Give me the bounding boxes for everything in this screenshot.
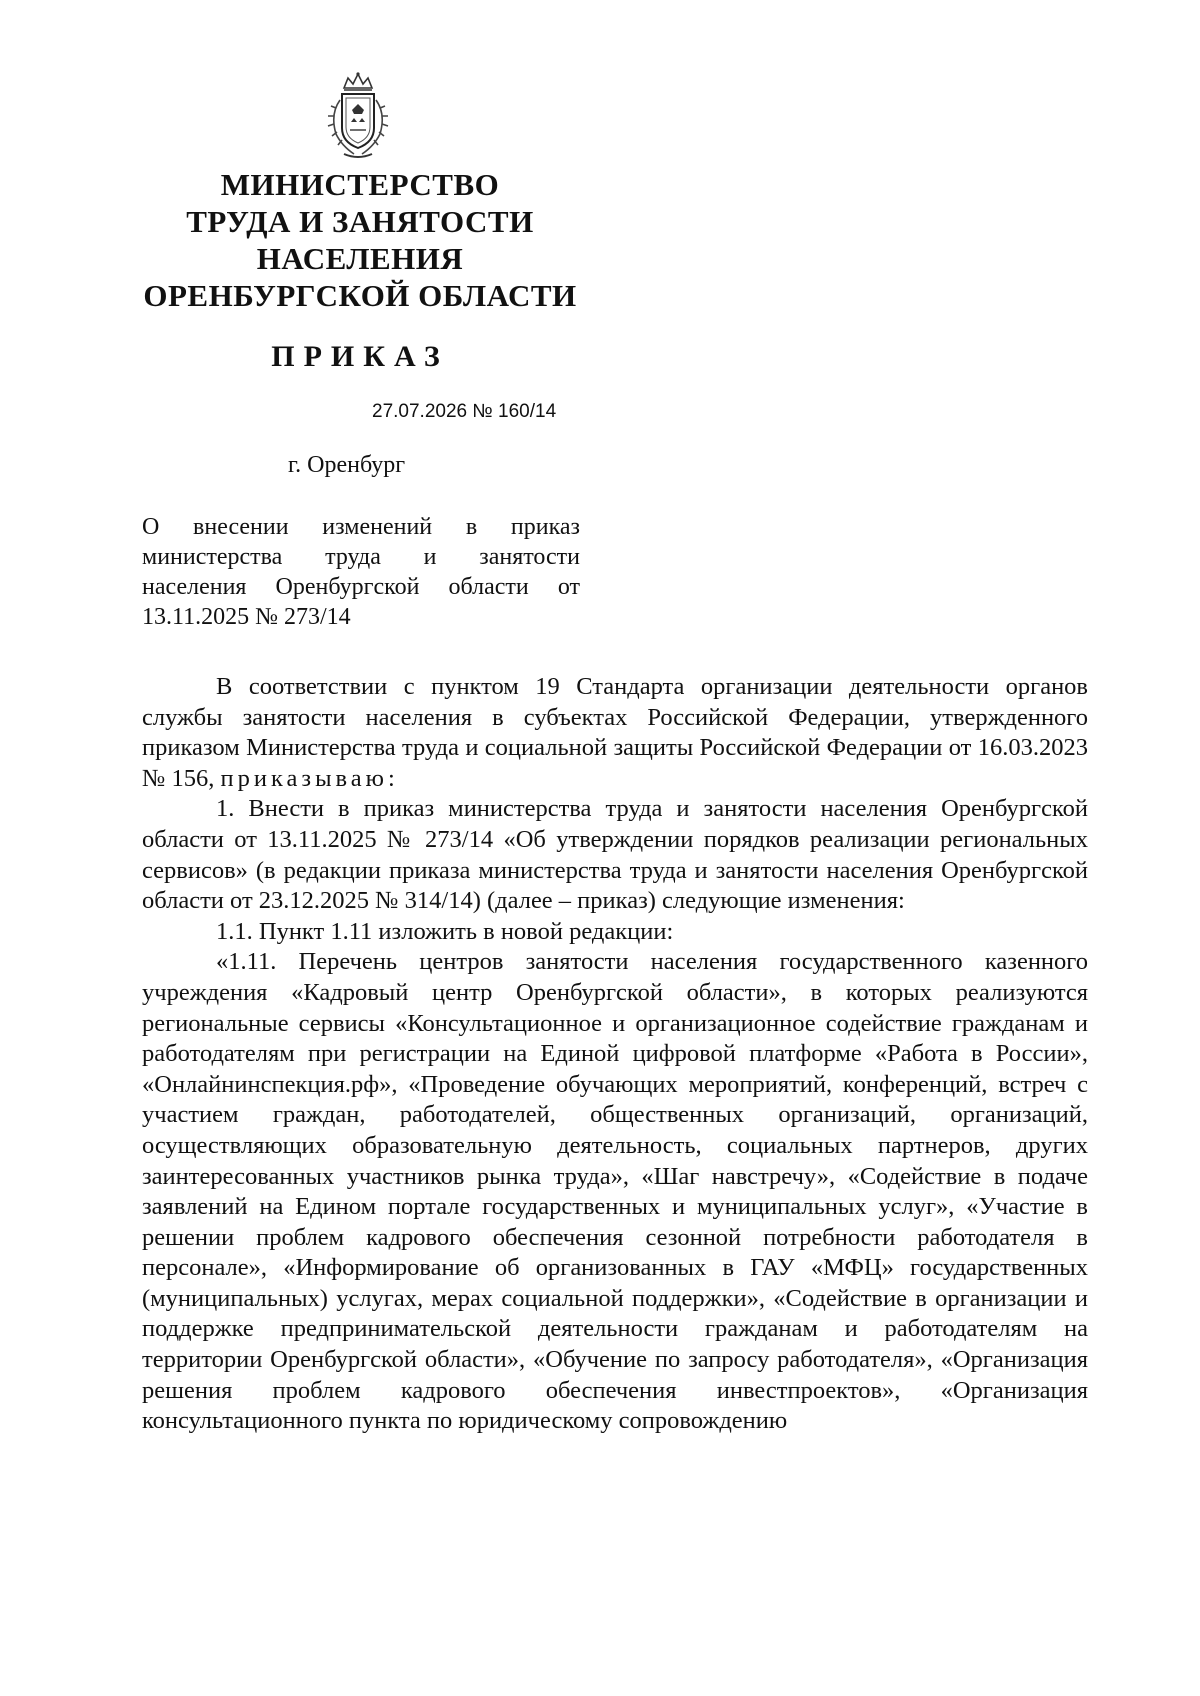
coat-of-arms-icon [318, 70, 398, 162]
order-title: ПРИКАЗ [271, 340, 449, 373]
order-directive: приказываю: [220, 764, 399, 792]
order-city: г. Оренбург [288, 452, 406, 478]
body-paragraph-1 [142, 672, 1088, 794]
order-date-number: 27.07.2026 № 160/14 [372, 401, 557, 422]
document-header [130, 166, 590, 374]
ministry-name-line-2: ТРУДА И ЗАНЯТОСТИ [186, 204, 534, 239]
ministry-name-line-1: МИНИСТЕРСТВО [220, 167, 500, 202]
ministry-name-line-3: НАСЕЛЕНИЯ [256, 241, 464, 276]
body-paragraph-4: «1.11. Перечень центров занятости населения государственного казенного учреждения «Кадровый центр Оренбургской области», в которых реализуются региональные сервисы «Консультационное и организационное содействие гражданам и работодателям при регистрации на Единой цифровой платформе «Работа в России», «Онлайнинспекция.рф», «Проведение обучающих мероприятий, конференций, встреч с участием граждан, работодателей, общественных организаций, организаций, осуществляющих образовательную деятельность, социальных партнеров, других заинтересованных участников рынка труда», «Шаг навстречу», «Содействие в подаче заявлений на Едином портале государственных и муниципальных услуг», «Участие в решении проблем кадрового обеспечения сезонной потребности работодателя в персонале», «Информирование об организованных в ГАУ «МФЦ» государственных (муниципальных) услугах, мерах социальной поддержки», «Содействие в организации и поддержке предпринимательской деятельности гражданам и работодателям на территории Оренбургской области», «Обучение по запросу работодателя», «Организация решения проблем кадрового обеспечения инвестпроектов», «Организация консультационного пункта по юридическому сопровождению [142, 948, 1088, 1435]
document-body [142, 672, 1088, 1437]
ministry-name-line-4: ОРЕНБУРГСКОЙ ОБЛАСТИ [143, 278, 577, 313]
body-paragraph-3: 1.1. Пункт 1.11 изложить в новой редакции: [216, 917, 674, 945]
order-subject: О внесении изменений в приказ министерства труда и занятости населения Оренбургской области от 13.11.2025 № 273/14 [142, 514, 580, 630]
body-paragraph-1-text: В соответствии с пунктом 19 Стандарта организации деятельности органов службы занятости населения в субъектах Российской Федерации, утвержденного приказом Министерства труда и социальной защиты Российской Федерации от 16.03.2023 № 156, [142, 673, 1088, 792]
body-paragraph-2: 1. Внести в приказ министерства труда и занятости населения Оренбургской области от 13.11.2025 № 273/14 «Об утверждении порядков реализации региональных сервисов» (в редакции приказа министерства труда и занятости населения Оренбургской области от 23.12.2025 № 314/14) (далее – приказ) следующие изменения: [142, 795, 1088, 915]
